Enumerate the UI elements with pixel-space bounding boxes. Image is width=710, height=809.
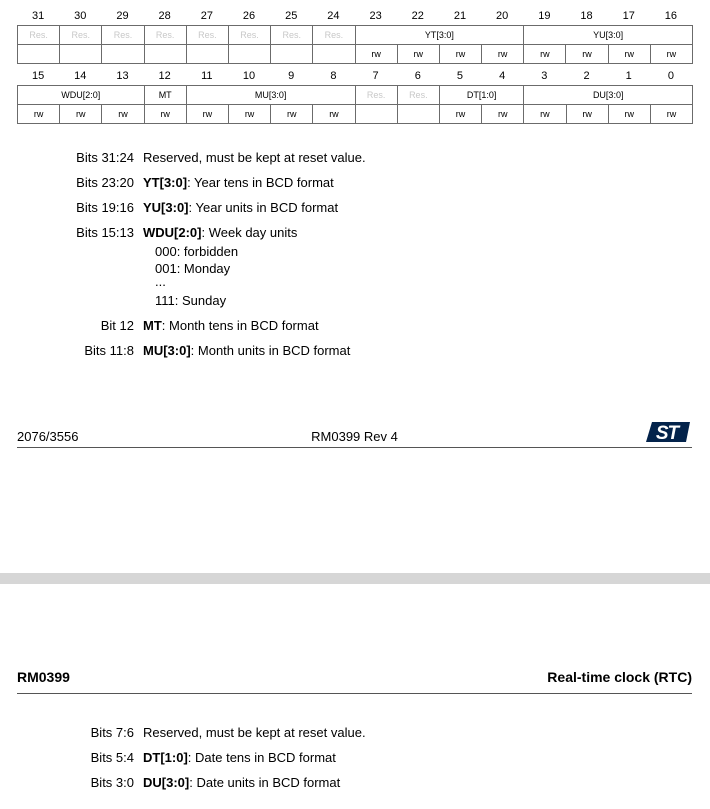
bit-number: 13: [116, 70, 129, 82]
bit-range: Bits 11:8: [84, 343, 134, 358]
page-number: 2076/3556: [17, 429, 79, 444]
access-row-lower: [18, 105, 693, 124]
bit-number: 18: [580, 10, 593, 22]
field-row-upper: [18, 26, 693, 45]
bit-number: 5: [456, 70, 464, 82]
access-type: rw: [482, 105, 524, 124]
wdu-value: 000: forbidden: [155, 244, 239, 259]
wdu-value: 001: Monday: [155, 261, 231, 276]
field-name: YT[3:0]: [143, 175, 188, 190]
access-type: rw: [144, 105, 186, 124]
bit-range: Bits 31:24: [76, 150, 134, 165]
description-text: : Date tens in BCD format: [187, 750, 336, 765]
access-type: [271, 45, 313, 64]
bit-number: 4: [499, 70, 506, 82]
access-type: rw: [439, 45, 481, 64]
field-name: WDU[2:0]: [143, 225, 202, 240]
access-type: [18, 45, 60, 64]
bit-description-row: [0, 225, 710, 243]
bit-number: 9: [288, 70, 295, 82]
reserved-field: Res.: [228, 26, 270, 45]
bit-range: Bits 23:20: [76, 175, 134, 190]
access-type: rw: [18, 105, 60, 124]
bit-number: 11: [201, 70, 213, 82]
bit-description: [143, 750, 336, 765]
bit-range: Bits 3:0: [90, 775, 134, 790]
access-type: rw: [439, 105, 481, 124]
bit-description-row: [0, 775, 710, 793]
access-type: [60, 45, 102, 64]
bit-description: [143, 150, 366, 165]
bit-number: 27: [200, 10, 213, 22]
bit-description-row: [0, 200, 710, 218]
access-type: rw: [650, 105, 692, 124]
field-name: DT[1:0]: [143, 750, 188, 765]
bit-number: 30: [74, 10, 87, 22]
bit-description: [143, 200, 338, 215]
reserved-field: Res.: [18, 26, 60, 45]
access-type: rw: [524, 45, 566, 64]
bit-number: 7: [372, 70, 379, 82]
register-field: DU[3:0]: [524, 86, 693, 105]
description-text: : Month tens in BCD format: [161, 318, 319, 333]
bit-number: 2: [583, 70, 590, 82]
bit-description-row: [0, 150, 710, 168]
reserved-field: Res.: [60, 26, 102, 45]
access-type: rw: [186, 105, 228, 124]
page-2: [0, 584, 710, 809]
access-type: rw: [102, 105, 144, 124]
register-field: MU[3:0]: [186, 86, 355, 105]
access-type: [144, 45, 186, 64]
bit-number: 16: [664, 10, 678, 22]
bit-range: Bits 5:4: [90, 750, 134, 765]
bit-numbers-upper: [17, 10, 692, 26]
reserved-field: Res.: [355, 86, 397, 105]
page-separator: [0, 573, 710, 584]
reserved-field: Res.: [313, 26, 355, 45]
chapter-title: Real-time clock (RTC): [547, 669, 692, 685]
bit-number: 6: [414, 70, 421, 82]
bit-number: 28: [158, 10, 171, 22]
register-field: MT: [144, 86, 186, 105]
register-lower-half: [17, 85, 693, 124]
bit-range: Bit 12: [100, 318, 134, 333]
reserved-field: Res.: [271, 26, 313, 45]
wdu-value: 111: Sunday: [155, 293, 227, 308]
access-type: rw: [228, 105, 270, 124]
access-type: [228, 45, 270, 64]
bit-number: 17: [622, 10, 635, 22]
description-text: : Year units in BCD format: [188, 200, 339, 215]
document-id: RM0399: [17, 669, 70, 685]
bit-number: 20: [496, 10, 509, 22]
access-type: rw: [566, 105, 608, 124]
bit-number: 14: [74, 70, 87, 82]
bit-number: 31: [31, 10, 45, 22]
bit-description-row: [0, 318, 710, 336]
access-type: rw: [608, 45, 650, 64]
bit-number: 19: [538, 10, 551, 22]
access-type: rw: [482, 45, 524, 64]
reserved-field: Res.: [186, 26, 228, 45]
bit-number: 3: [541, 70, 548, 82]
reserved-field: Res.: [144, 26, 186, 45]
description-text: : Month units in BCD format: [190, 343, 351, 358]
access-type: rw: [313, 105, 355, 124]
wdu-value: ...: [155, 274, 166, 289]
field-name: DU[3:0]: [143, 775, 190, 790]
bit-description: [143, 318, 319, 333]
register-field: YT[3:0]: [355, 26, 524, 45]
bit-description: [143, 225, 297, 240]
bit-description-row: [0, 725, 710, 743]
st-logo-icon: [646, 420, 690, 444]
access-type: [102, 45, 144, 64]
bit-numbers-lower: [17, 70, 692, 86]
access-type: rw: [566, 45, 608, 64]
bit-description: [143, 725, 366, 740]
field-name: MT: [143, 318, 162, 333]
field-name: MU[3:0]: [143, 343, 191, 358]
field-name: YU[3:0]: [143, 200, 189, 215]
bit-number: 1: [625, 70, 632, 82]
access-type: [397, 105, 439, 124]
bit-number: 21: [453, 10, 467, 22]
access-type: rw: [524, 105, 566, 124]
bit-number: 0: [667, 70, 674, 82]
access-type: rw: [397, 45, 439, 64]
bit-description: [143, 343, 350, 358]
bit-number: 23: [369, 10, 382, 22]
bit-number: 24: [327, 10, 340, 22]
access-type: [313, 45, 355, 64]
description-text: Reserved, must be kept at reset value.: [143, 725, 366, 740]
bit-range: Bits 7:6: [90, 725, 134, 740]
access-type: [355, 105, 397, 124]
access-type: rw: [650, 45, 692, 64]
bit-number: 15: [31, 70, 45, 82]
access-type: rw: [60, 105, 102, 124]
field-row-lower: [18, 86, 693, 105]
register-field: YU[3:0]: [524, 26, 693, 45]
bit-number: 26: [242, 10, 256, 22]
page-header: [17, 669, 692, 694]
description-text: Reserved, must be kept at reset value.: [143, 150, 366, 165]
reserved-field: Res.: [102, 26, 144, 45]
bit-description-row: [0, 343, 710, 361]
access-type: rw: [271, 105, 313, 124]
bit-number: 22: [411, 10, 424, 22]
bit-range: Bits 15:13: [76, 225, 134, 240]
register-upper-half: [17, 25, 693, 64]
bit-number: 29: [116, 10, 129, 22]
bit-description-row: [0, 750, 710, 768]
bit-description-row: [0, 175, 710, 193]
svg-text:ST: ST: [655, 423, 679, 444]
bit-number: 8: [330, 70, 337, 82]
document-revision: RM0399 Rev 4: [311, 429, 398, 444]
register-field: WDU[2:0]: [18, 86, 145, 105]
page-footer: [17, 420, 692, 448]
bit-description: [143, 175, 334, 190]
reserved-field: Res.: [397, 86, 439, 105]
description-text: : Year tens in BCD format: [187, 175, 334, 190]
register-field: DT[1:0]: [439, 86, 523, 105]
access-type: [186, 45, 228, 64]
access-row-upper: [18, 45, 693, 64]
access-type: rw: [608, 105, 650, 124]
bit-description: [143, 775, 340, 790]
access-type: rw: [355, 45, 397, 64]
bit-number: 12: [158, 70, 171, 82]
description-text: : Week day units: [201, 225, 298, 240]
description-text: : Date units in BCD format: [189, 775, 341, 790]
bit-number: 25: [285, 10, 298, 22]
bit-range: Bits 19:16: [76, 200, 134, 215]
bit-number: 10: [242, 70, 256, 82]
